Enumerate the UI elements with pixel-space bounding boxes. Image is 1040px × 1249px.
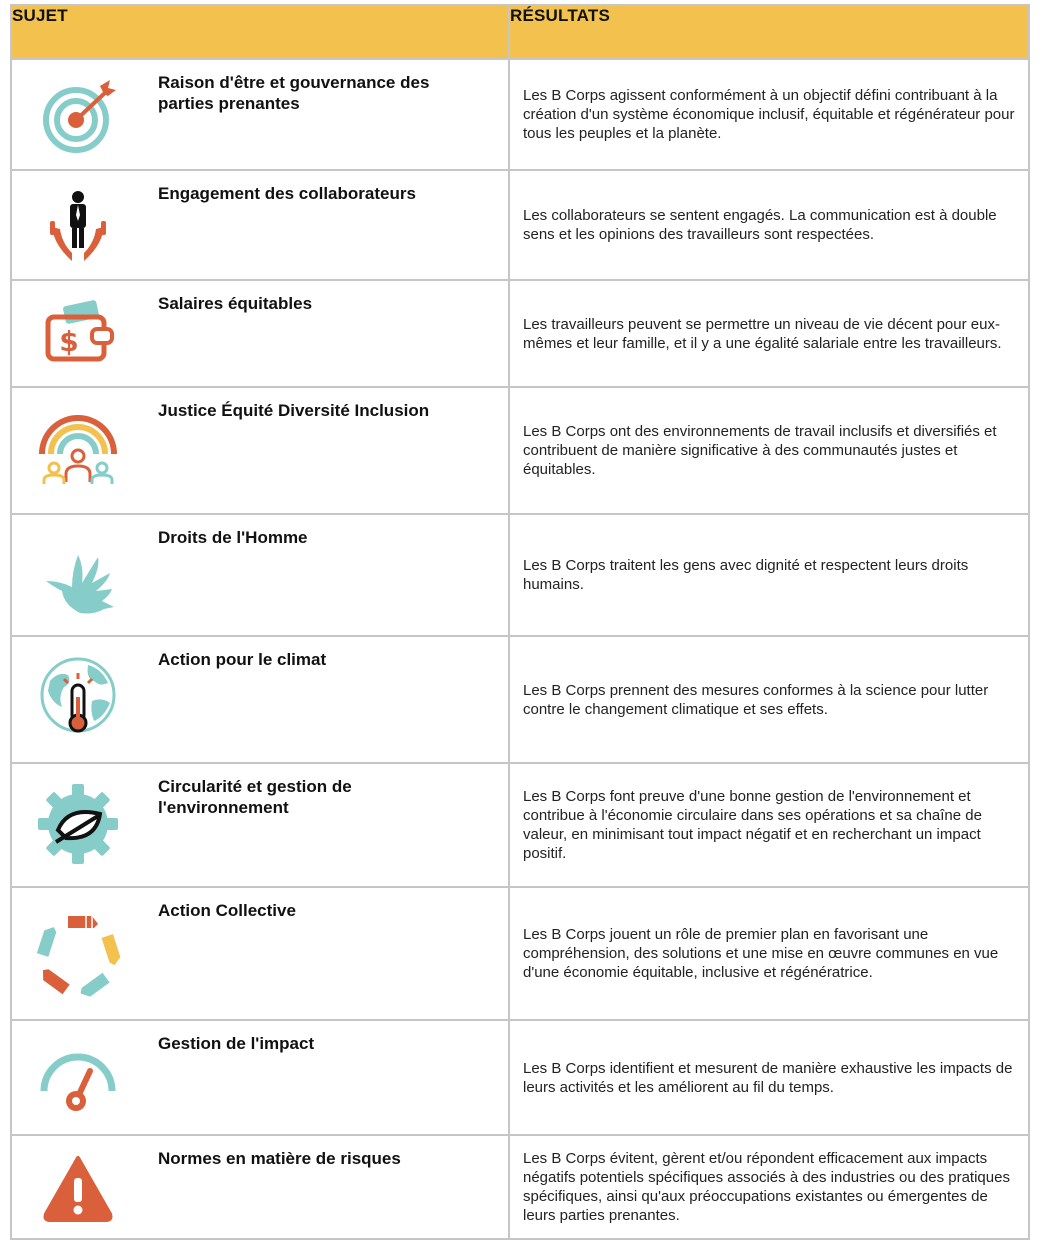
subject-cell <box>11 170 509 280</box>
subject-title: Action pour le climat <box>158 650 327 669</box>
circle-of-hands-icon <box>34 912 122 1000</box>
subject-cell <box>11 59 509 170</box>
person-in-hands-icon <box>38 185 118 265</box>
table-row <box>11 280 1029 387</box>
subject-cell <box>11 514 509 636</box>
result-text: Les travailleurs peuvent se permettre un niveau de vie décent pour eux-mêmes et leur famille, et il y a une égalité salariale entre les travailleurs. <box>509 280 1029 387</box>
subject-title: Gestion de l'impact <box>158 1034 315 1053</box>
result-text: Les B Corps jouent un rôle de premier plan en favorisant une compréhension, des solutions et une mise en œuvre communes en vue d'une économie équitable, inclusive et régénératrice. <box>509 887 1029 1020</box>
table-row <box>11 59 1029 170</box>
rainbow-people-icon <box>38 410 118 490</box>
header-subject: SUJET <box>11 5 509 59</box>
table-row <box>11 387 1029 514</box>
b-corp-topics-table <box>10 4 1030 1240</box>
subject-cell <box>11 387 509 514</box>
result-text: Les B Corps ont des environnements de travail inclusifs et diversifiés et contribuent de manière significative à des communautés justes et équitables. <box>509 387 1029 514</box>
subject-title: Circularité et gestion de l'environnement <box>158 777 352 817</box>
result-text: Les collaborateurs se sentent engagés. La communication est à double sens et les opinions des travailleurs sont respectées. <box>509 170 1029 280</box>
table-row <box>11 636 1029 763</box>
table-row <box>11 1020 1029 1135</box>
subject-cell <box>11 1020 509 1135</box>
subject-title: Normes en matière de risques <box>158 1149 401 1168</box>
dove-hand-icon <box>38 543 118 623</box>
table-row <box>11 170 1029 280</box>
result-text: Les B Corps traitent les gens avec dignité et respectent leurs droits humains. <box>509 514 1029 636</box>
wallet-dollar-icon <box>38 295 118 375</box>
svg-text:$: $ <box>59 325 79 358</box>
header-results: RÉSULTATS <box>509 5 1029 59</box>
result-text: Les B Corps identifient et mesurent de manière exhaustive les impacts de leurs activités et les améliorent au fil du temps. <box>509 1020 1029 1135</box>
table-row <box>11 887 1029 1020</box>
table-row <box>11 514 1029 636</box>
warning-triangle-icon <box>38 1150 118 1230</box>
subject-title: Action Collective <box>158 901 296 920</box>
subject-title: Engagement des collaborateurs <box>158 184 416 203</box>
table-header-row <box>11 5 1029 59</box>
subject-cell <box>11 636 509 763</box>
subject-title: Salaires équitables <box>158 294 313 313</box>
subject-cell <box>11 1135 509 1239</box>
subject-cell <box>11 280 509 387</box>
subject-title: Justice Équité Diversité Inclusion <box>158 401 430 420</box>
gauge-icon <box>38 1037 118 1117</box>
subject-title: Droits de l'Homme <box>158 528 308 547</box>
subject-title: Raison d'être et gouvernance des parties prenantes <box>158 73 430 113</box>
gear-leaf-icon <box>38 784 118 864</box>
result-text: Les B Corps agissent conformément à un objectif défini contribuant à la création d'un système économique inclusif, équitable et régénérateur pour tous les peuples et la planète. <box>509 59 1029 170</box>
subject-cell <box>11 887 509 1020</box>
result-text: Les B Corps font preuve d'une bonne gestion de l'environnement et contribue à l'économie circulaire dans ses opérations et sa chaîne de valeur, en minimisant tout impact négatif et en recherchant un impact positif. <box>509 763 1029 887</box>
result-text: Les B Corps prennent des mesures conformes à la science pour lutter contre le changement climatique et ses effets. <box>509 636 1029 763</box>
table-row <box>11 1135 1029 1239</box>
globe-thermometer-icon <box>38 657 118 737</box>
table-row <box>11 763 1029 887</box>
target-icon <box>38 76 118 156</box>
subject-cell <box>11 763 509 887</box>
result-text: Les B Corps évitent, gèrent et/ou répondent efficacement aux impacts négatifs potentiels spécifiques associés à des industries ou des pratiques spécifiques, ainsi qu'aux préoccupations existantes ou émergentes de leurs parties prenantes. <box>509 1135 1029 1239</box>
